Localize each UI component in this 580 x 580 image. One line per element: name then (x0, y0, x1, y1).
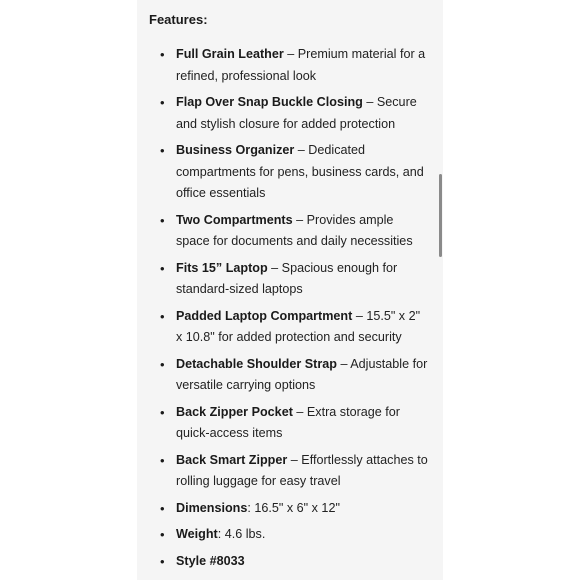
feature-item (137, 306, 437, 349)
feature-description: : 4.6 lbs. (217, 527, 266, 541)
feature-item (137, 140, 437, 205)
feature-description: – Spacious enough for standard-sized laptops (176, 260, 398, 296)
bullet-icon: • (160, 308, 165, 324)
feature-item (137, 44, 437, 87)
feature-title: Business Organizer (176, 143, 295, 157)
feature-title: Flap Over Snap Buckle Closing (176, 95, 363, 109)
bullet-icon: • (160, 260, 165, 276)
feature-item (137, 258, 437, 301)
features-heading: Features: (149, 12, 208, 27)
feature-item (137, 524, 437, 546)
feature-description: : 16.5" x 6" x 12" (247, 500, 340, 515)
features-panel (137, 0, 443, 580)
feature-item (137, 551, 437, 573)
feature-title: Style #8033 (176, 553, 245, 568)
feature-description: – Secure and stylish closure for added protection (176, 95, 417, 131)
scrollbar-thumb[interactable] (439, 174, 442, 257)
feature-item (137, 450, 437, 493)
features-list (137, 44, 437, 577)
feature-title: Full Grain Leather (176, 47, 284, 61)
feature-description: – Provides ample space for documents and daily necessities (176, 212, 413, 248)
bullet-icon: • (160, 47, 165, 62)
bullet-icon: • (160, 452, 165, 468)
bullet-icon: • (160, 356, 165, 372)
feature-item (137, 210, 437, 253)
bullet-icon: • (160, 527, 165, 542)
feature-description: – Premium material for a refined, professional look (176, 47, 426, 83)
bullet-icon: • (160, 143, 165, 158)
feature-item (137, 402, 437, 445)
bullet-icon: • (160, 95, 165, 110)
feature-title: Detachable Shoulder Strap (176, 356, 337, 371)
feature-title: Back Smart Zipper (176, 452, 288, 467)
bullet-icon: • (160, 553, 165, 569)
feature-item (137, 92, 437, 135)
feature-description: – Dedicated compartments for pens, business cards, and office essentials (176, 143, 424, 200)
feature-title: Dimensions (176, 500, 248, 515)
bullet-icon: • (160, 212, 165, 228)
feature-item (137, 498, 437, 520)
feature-title: Fits 15” Laptop (176, 260, 268, 275)
bullet-icon: • (160, 404, 165, 420)
feature-description: – Adjustable for versatile carrying options (176, 356, 428, 392)
feature-title: Padded Laptop Compartment (176, 308, 353, 323)
feature-title: Back Zipper Pocket (176, 404, 293, 419)
feature-title: Two Compartments (176, 212, 293, 227)
feature-title: Weight (176, 527, 218, 541)
feature-item (137, 354, 437, 397)
feature-description: – Effortlessly attaches to rolling luggage for easy travel (176, 452, 428, 488)
bullet-icon: • (160, 500, 165, 516)
feature-description: – Extra storage for quick-access items (176, 404, 400, 440)
feature-description: – 15.5" x 2" x 10.8" for added protection and security (176, 308, 421, 344)
